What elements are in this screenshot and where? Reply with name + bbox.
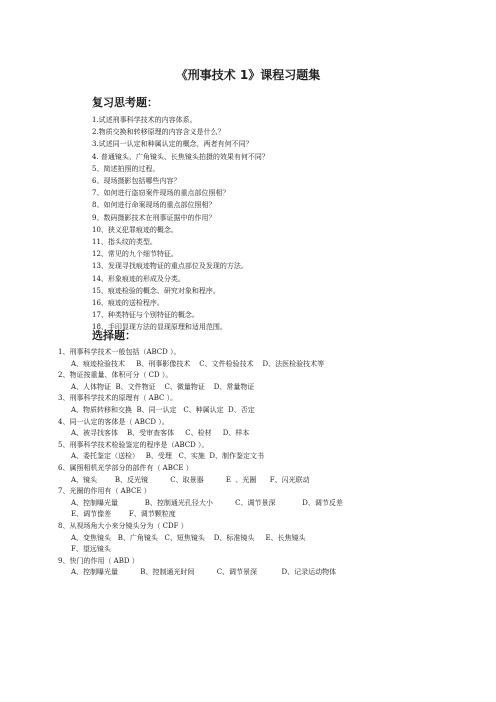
mc-question: 8、从视场角大小来分镜头分为（ CDF ） [58, 521, 188, 530]
review-question: 14、形象痕迹的形成及分类。 [92, 274, 185, 283]
review-question: 6、现场摄影包括哪些内容？ [92, 177, 181, 186]
mc-options: A、控制曝光量 B、控制通光时间 C、调节景深 D、记录运动物体 [71, 568, 337, 577]
review-question: 2.物质交换和转移原理的内容含义是什么？ [92, 128, 225, 137]
review-question: 5、简述拍照的过程。 [92, 164, 160, 173]
mc-question: 1、刑事科学技术一般包括（ABCD ）。 [58, 348, 181, 356]
mc-options: E、调节像差 F、调节颗粒度 [71, 510, 176, 519]
mc-question: 4、同一认定的客体是（ ABCD ）。 [58, 417, 169, 426]
review-question: 10、狭义犯罪痕迹的概念。 [92, 225, 178, 234]
review-question: 16、痕迹的送检程序。 [92, 299, 164, 308]
mc-question: 5、刑事科学技术检验鉴定的程序是（ABCD ）。 [58, 440, 209, 449]
mc-question: 3、刑事科学技术的原理有（ ABC ）。 [58, 394, 178, 403]
mc-options: A、人体物证 B、文件物证 C、微量物证 D、常量物证 [71, 382, 255, 391]
mc-options: A、被寻找客体 B、受审查客体 C、检材 D、样本 [71, 429, 250, 438]
mc-options: A、痕迹检验技术 B、刑事影像技术 C、文件检验技术 D、法医检验技术等 [71, 359, 325, 368]
review-question: 1.试述刑事科学技术的内容体系。 [92, 116, 197, 124]
mc-question: 6、属照相机光学部分的部件有（ ABCE ） [58, 463, 193, 472]
review-question: 7、如何进行盗窃案件现场的重点部位照相？ [92, 189, 230, 198]
review-question: 4. 普通镜头、广角镜头、长焦镜头拍摄的效果有何不同？ [92, 152, 269, 161]
review-questions-list [92, 114, 472, 334]
multiple-choice-list [58, 347, 478, 579]
mc-question: 9、快门的作用（ ABD ） [58, 556, 139, 565]
review-question: 3.试述同一认定和种属认定的概念，两者有何不同？ [92, 140, 253, 149]
mc-question: 7、光圈的作用有（ ABCE ） [58, 487, 151, 496]
review-question: 11、指头纹的类型。 [92, 238, 157, 247]
mc-options: F、望远镜头 [71, 545, 111, 554]
mc-options: A、镜头 B、反光镜 C、取景器 E 、光圈 F、闪光联动 [71, 475, 310, 484]
mc-heading: 选择题： [92, 329, 136, 342]
mc-options: A、物质转移和交换 B、同一认定 C、种属认定 D、否定 [71, 405, 255, 414]
mc-options: A、变焦镜头 B、广角镜头 C、短焦镜头 D、标准镜头 E、长焦镜头 [71, 533, 306, 542]
mc-options: A、委托鉴定（送检） B、受理 C、实施 D、制作鉴定文书 [71, 452, 264, 461]
mc-options: A、控制曝光量 B、控制通光孔径大小 C、调节景深 D、调节反差 [71, 498, 343, 507]
review-question: 8、如何进行命案现场的重点部位照相？ [92, 201, 216, 210]
review-question: 13、发现寻找痕迹物证的重点部位及发现的方法。 [92, 262, 248, 271]
page-title: 《刑事技术 1》课程习题集 [175, 68, 321, 82]
review-question: 12、常见的九个细节特征。 [92, 250, 178, 259]
mc-question: 2、物证按重量、体积可分（ CD ）。 [58, 371, 173, 380]
review-question: 9、数码摄影技术在刑事证据中的作用？ [92, 213, 216, 222]
review-question: 15、痕迹检验的概念、研究对象和程序。 [92, 286, 220, 295]
review-heading: 复习思考题： [92, 96, 158, 109]
review-question: 17、种类特征与个别特征的概念。 [92, 311, 199, 320]
review-question: 18、手印显现方法的显现原理和适用范围。 [92, 323, 227, 332]
